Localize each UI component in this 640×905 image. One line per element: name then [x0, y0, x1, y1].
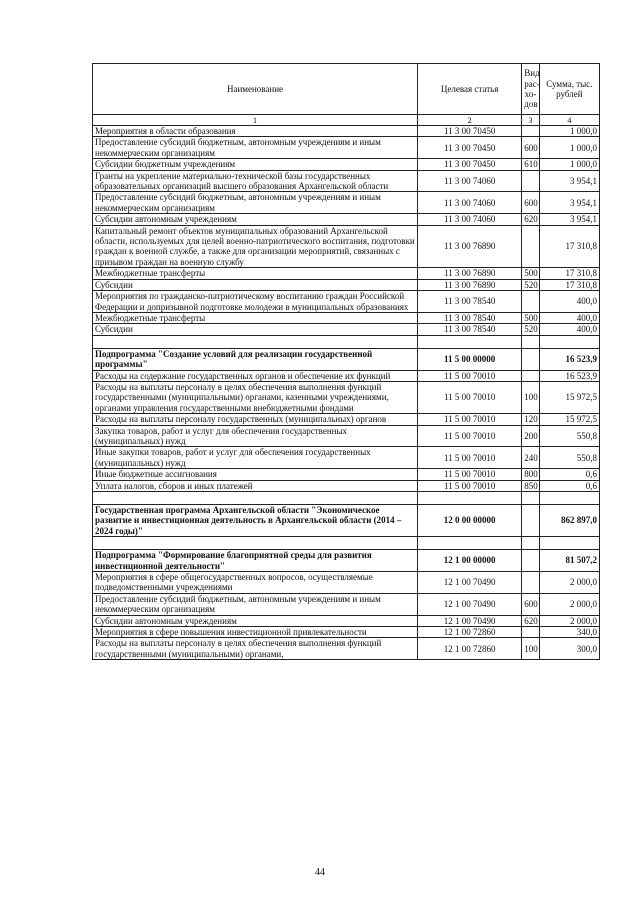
- cell-sum: 0,6: [539, 469, 599, 480]
- table-row: [93, 370, 600, 381]
- cell-name: Субсидии: [93, 324, 418, 335]
- cell-sum: 550,8: [539, 425, 599, 447]
- empty-cell: [522, 492, 539, 505]
- table-row: [93, 447, 600, 469]
- column-number: 4: [539, 115, 599, 126]
- page-number: 44: [315, 867, 325, 878]
- column-number: 3: [522, 115, 539, 126]
- cell-name: Гранты на укрепление материально-технической базы государственных образовательных организаций высшего образования Архангельской области: [93, 170, 418, 192]
- cell-code: 11 3 00 78540: [418, 291, 522, 313]
- cell-code: 11 3 00 70450: [418, 137, 522, 159]
- cell-name: Мероприятия в сфере общегосударственных вопросов, осуществляемые подведомственными учреждениями: [93, 572, 418, 594]
- cell-expense-type: 620: [522, 214, 539, 225]
- cell-expense-type: [522, 348, 539, 370]
- cell-sum: 2 000,0: [539, 572, 599, 594]
- column-number: 1: [93, 115, 418, 126]
- table-row: [93, 126, 600, 137]
- empty-cell: [93, 335, 418, 348]
- spacer-row: [93, 492, 600, 505]
- cell-expense-type: 620: [522, 615, 539, 626]
- cell-sum: 862 897,0: [539, 505, 599, 537]
- cell-sum: 300,0: [539, 638, 599, 660]
- table-body: [93, 126, 600, 660]
- cell-code: 11 3 00 78540: [418, 312, 522, 323]
- budget-table: [92, 63, 600, 660]
- cell-sum: 340,0: [539, 627, 599, 638]
- cell-code: 12 1 00 72860: [418, 627, 522, 638]
- cell-name: Расходы на выплаты персоналу государственных (муниципальных) органов: [93, 414, 418, 425]
- empty-cell: [418, 537, 522, 550]
- cell-code: 12 0 00 00000: [418, 505, 522, 537]
- table-row: [93, 572, 600, 594]
- cell-name: Мероприятия в области образования: [93, 126, 418, 137]
- cell-expense-type: 520: [522, 279, 539, 290]
- cell-name: Уплата налогов, сборов и иных платежей: [93, 480, 418, 491]
- cell-expense-type: 200: [522, 425, 539, 447]
- cell-expense-type: [522, 225, 539, 268]
- table-row: [93, 638, 600, 660]
- cell-sum: 2 000,0: [539, 615, 599, 626]
- table-row: [93, 170, 600, 192]
- cell-code: 11 3 00 78540: [418, 324, 522, 335]
- cell-sum: 17 310,8: [539, 279, 599, 290]
- empty-cell: [93, 537, 418, 550]
- empty-cell: [418, 335, 522, 348]
- cell-sum: 1 000,0: [539, 126, 599, 137]
- cell-expense-type: [522, 170, 539, 192]
- table-row: [93, 627, 600, 638]
- cell-sum: 3 954,1: [539, 214, 599, 225]
- cell-name: Межбюджетные трансферты: [93, 268, 418, 279]
- cell-sum: 16 523,9: [539, 370, 599, 381]
- cell-name: Государственная программа Архангельской области "Экономическое развитие и инвестиционная деятельность в Архангельской области (2014 – 2024 годы)": [93, 505, 418, 537]
- empty-cell: [539, 335, 599, 348]
- cell-name: Мероприятия по гражданско-патриотическому воспитанию граждан Российской Федерации и допризывной подготовке молодежи в муниципальных образованиях: [93, 291, 418, 313]
- cell-sum: 1 000,0: [539, 159, 599, 170]
- cell-code: 11 3 00 74060: [418, 192, 522, 214]
- cell-code: 11 3 00 70450: [418, 159, 522, 170]
- header-expense-type: Вид рас-хо-дов: [522, 64, 539, 115]
- cell-expense-type: 600: [522, 192, 539, 214]
- cell-expense-type: 610: [522, 159, 539, 170]
- cell-name: Расходы на выплаты персоналу в целях обеспечения выполнения функций государственными (муниципальными) органами, казенными учреждениями, органами управления государственными внебюджетными фондами: [93, 381, 418, 413]
- cell-code: 11 5 00 70010: [418, 447, 522, 469]
- cell-expense-type: [522, 126, 539, 137]
- cell-name: Субсидии автономным учреждениям: [93, 214, 418, 225]
- cell-expense-type: 240: [522, 447, 539, 469]
- cell-name: Подпрограмма "Формирование благоприятной среды для развития инвестиционной деятельности": [93, 550, 418, 572]
- cell-name: Предоставление субсидий бюджетным, автономным учреждениям и иным некоммерческим организациям: [93, 593, 418, 615]
- table-row: [93, 381, 600, 413]
- cell-name: Мероприятия в сфере повышения инвестиционной привлекательности: [93, 627, 418, 638]
- cell-name: Закупка товаров, работ и услуг для обеспечения государственных (муниципальных) нужд: [93, 425, 418, 447]
- header-sum: Сумма, тыс. рублей: [539, 64, 599, 115]
- cell-sum: 17 310,8: [539, 268, 599, 279]
- spacer-row: [93, 335, 600, 348]
- cell-expense-type: [522, 627, 539, 638]
- cell-expense-type: 100: [522, 638, 539, 660]
- cell-name: Межбюджетные трансферты: [93, 312, 418, 323]
- table-row: [93, 291, 600, 313]
- spacer-row: [93, 537, 600, 550]
- cell-code: 11 3 00 76890: [418, 225, 522, 268]
- cell-code: 11 5 00 70010: [418, 425, 522, 447]
- table-header: [93, 64, 600, 126]
- cell-sum: 3 954,1: [539, 192, 599, 214]
- empty-cell: [522, 335, 539, 348]
- cell-code: 11 3 00 76890: [418, 268, 522, 279]
- cell-sum: 400,0: [539, 324, 599, 335]
- cell-sum: 3 954,1: [539, 170, 599, 192]
- empty-cell: [93, 492, 418, 505]
- header-name: Наименование: [93, 64, 418, 115]
- cell-name: Предоставление субсидий бюджетным, автономным учреждениям и иным некоммерческим организациям: [93, 137, 418, 159]
- cell-code: 11 5 00 00000: [418, 348, 522, 370]
- table-row: [93, 159, 600, 170]
- cell-sum: 0,6: [539, 480, 599, 491]
- cell-sum: 15 972,5: [539, 414, 599, 425]
- cell-expense-type: 500: [522, 312, 539, 323]
- cell-code: 11 5 00 70010: [418, 414, 522, 425]
- table-row: [93, 214, 600, 225]
- table-row: [93, 348, 600, 370]
- cell-code: 11 5 00 70010: [418, 480, 522, 491]
- cell-expense-type: [522, 550, 539, 572]
- table-row: [93, 469, 600, 480]
- cell-expense-type: 100: [522, 381, 539, 413]
- table-row: [93, 550, 600, 572]
- cell-sum: 400,0: [539, 312, 599, 323]
- table-row: [93, 268, 600, 279]
- cell-expense-type: 520: [522, 324, 539, 335]
- cell-expense-type: [522, 505, 539, 537]
- table-row: [93, 192, 600, 214]
- cell-code: 12 1 00 70490: [418, 615, 522, 626]
- table-row: [93, 480, 600, 491]
- cell-sum: 17 310,8: [539, 225, 599, 268]
- cell-name: Иные закупки товаров, работ и услуг для обеспечения государственных (муниципальных) нужд: [93, 447, 418, 469]
- cell-code: 12 1 00 70490: [418, 572, 522, 594]
- empty-cell: [418, 492, 522, 505]
- cell-code: 11 3 00 70450: [418, 126, 522, 137]
- cell-name: Подпрограмма "Создание условий для реализации государственной программы": [93, 348, 418, 370]
- cell-sum: 400,0: [539, 291, 599, 313]
- cell-code: 11 3 00 76890: [418, 279, 522, 290]
- cell-expense-type: 500: [522, 268, 539, 279]
- cell-code: 11 5 00 70010: [418, 381, 522, 413]
- cell-code: 11 3 00 74060: [418, 170, 522, 192]
- table-row: [93, 414, 600, 425]
- cell-sum: 1 000,0: [539, 137, 599, 159]
- cell-name: Капитальный ремонт объектов муниципальных образований Архангельской области, используемых для целей военно-патриотического воспитания, подготовки граждан к военной службе, а также для организации мероприятий, связанных с призывом граждан на военную службу: [93, 225, 418, 268]
- cell-expense-type: 120: [522, 414, 539, 425]
- table-row: [93, 593, 600, 615]
- cell-code: 12 1 00 00000: [418, 550, 522, 572]
- table-row: [93, 324, 600, 335]
- cell-code: 11 5 00 70010: [418, 370, 522, 381]
- cell-name: Предоставление субсидий бюджетным, автономным учреждениям и иным некоммерческим организациям: [93, 192, 418, 214]
- cell-name: Субсидии автономным учреждениям: [93, 615, 418, 626]
- empty-cell: [522, 537, 539, 550]
- empty-cell: [539, 492, 599, 505]
- cell-name: Иные бюджетные ассигнования: [93, 469, 418, 480]
- cell-expense-type: [522, 572, 539, 594]
- cell-expense-type: 600: [522, 593, 539, 615]
- cell-sum: 81 507,2: [539, 550, 599, 572]
- cell-sum: 550,8: [539, 447, 599, 469]
- cell-code: 11 5 00 70010: [418, 469, 522, 480]
- table-row: [93, 225, 600, 268]
- header-code: Целевая статья: [418, 64, 522, 115]
- column-number: 2: [418, 115, 522, 126]
- table-row: [93, 137, 600, 159]
- cell-code: 12 1 00 70490: [418, 593, 522, 615]
- cell-expense-type: [522, 291, 539, 313]
- cell-sum: 15 972,5: [539, 381, 599, 413]
- table-row: [93, 505, 600, 537]
- cell-expense-type: 850: [522, 480, 539, 491]
- cell-expense-type: 800: [522, 469, 539, 480]
- table-row: [93, 615, 600, 626]
- cell-sum: 2 000,0: [539, 593, 599, 615]
- cell-code: 12 1 00 72860: [418, 638, 522, 660]
- cell-expense-type: 600: [522, 137, 539, 159]
- table-row: [93, 425, 600, 447]
- cell-name: Расходы на содержание государственных органов и обеспечение их функций: [93, 370, 418, 381]
- table-row: [93, 279, 600, 290]
- cell-name: Расходы на выплаты персоналу в целях обеспечения выполнения функций государственными (муниципальными) органами,: [93, 638, 418, 660]
- table-row: [93, 312, 600, 323]
- cell-sum: 16 523,9: [539, 348, 599, 370]
- cell-code: 11 3 00 74060: [418, 214, 522, 225]
- cell-name: Субсидии: [93, 279, 418, 290]
- cell-name: Субсидии бюджетным учреждениям: [93, 159, 418, 170]
- empty-cell: [539, 537, 599, 550]
- cell-expense-type: [522, 370, 539, 381]
